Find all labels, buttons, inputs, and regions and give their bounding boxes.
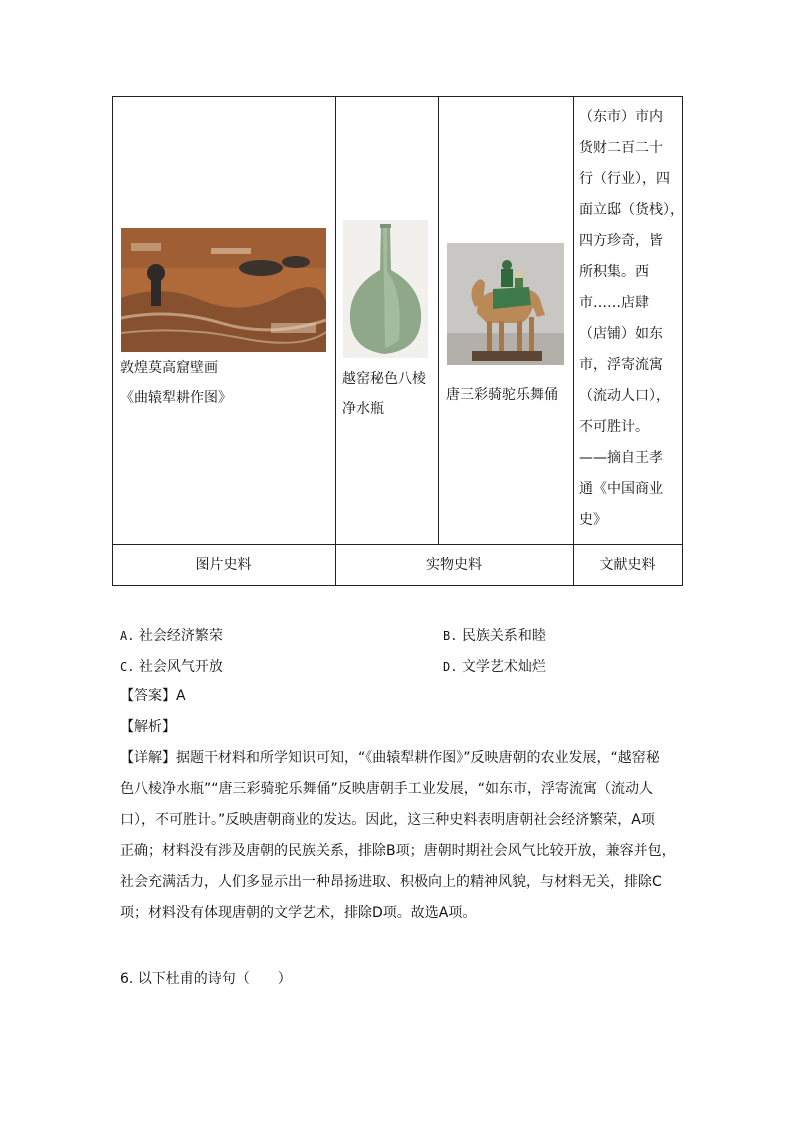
table-col-divider bbox=[335, 96, 336, 586]
option-c[interactable] bbox=[120, 656, 223, 676]
literature-line: 通《中国商业 bbox=[579, 481, 663, 497]
answer-label: 【答案】A bbox=[120, 688, 186, 704]
mural-caption-line2: 《曲辕犁耕作图》 bbox=[120, 390, 232, 406]
option-d[interactable] bbox=[443, 656, 546, 676]
option-text: 民族关系和睦 bbox=[461, 628, 546, 644]
literature-text bbox=[579, 102, 689, 536]
literature-line: 面立邸（货栈）， bbox=[579, 202, 684, 218]
literature-line: （店铺）如东 bbox=[579, 326, 663, 342]
answer-section bbox=[120, 681, 680, 929]
table-col-divider bbox=[438, 96, 439, 544]
option-key: A. bbox=[120, 629, 135, 643]
detail-line: 口），不可胜计。”反映唐朝商业的发达。因此，这三种史料表明唐朝社会经济繁荣，A项 bbox=[120, 812, 655, 828]
mural-image bbox=[121, 228, 326, 352]
literature-line: 市，浮寄流寓 bbox=[579, 357, 663, 373]
next-question: 6. 以下杜甫的诗句（ ） bbox=[120, 971, 292, 987]
literature-line: 四方珍奇，皆 bbox=[579, 233, 663, 249]
literature-line: ——摘自王孝 bbox=[579, 450, 663, 466]
analysis-label: 【解析】 bbox=[120, 719, 176, 735]
vase-caption-line1: 越窑秘色八棱 bbox=[342, 371, 426, 387]
vase-caption bbox=[342, 364, 434, 424]
mural-caption bbox=[120, 355, 330, 411]
literature-line: 不可胜计。 bbox=[579, 419, 649, 435]
literature-line: （东市）市内 bbox=[579, 109, 663, 125]
mural-caption-line1: 敦煌莫高窟壁画 bbox=[120, 360, 218, 376]
footer-object-source: 实物史料 bbox=[426, 557, 482, 573]
footer-picture-source: 图片史料 bbox=[195, 557, 252, 573]
detail-line: 正确；材料没有涉及唐朝的民族关系，排除B项；唐朝时期社会风气比较开放，兼容并包， bbox=[120, 843, 676, 859]
detail-line: 【详解】据题干材料和所学知识可知，“《曲辕犁耕作图》”反映唐朝的农业发展，“越窑秘 bbox=[120, 750, 660, 766]
vase-image bbox=[343, 220, 428, 358]
literature-line: 货财二百二十 bbox=[579, 140, 663, 156]
literature-line: 史》 bbox=[579, 512, 607, 528]
table-border-left bbox=[112, 96, 113, 586]
vase-caption-line2: 净水瓶 bbox=[342, 401, 384, 417]
literature-line: 所积集。西 bbox=[579, 264, 649, 280]
option-text: 文学艺术灿烂 bbox=[461, 659, 546, 675]
camel-figure-image bbox=[447, 243, 564, 365]
literature-line: （流动人口）， bbox=[579, 388, 670, 404]
option-text: 社会经济繁荣 bbox=[138, 628, 223, 644]
option-key: C. bbox=[120, 660, 135, 674]
option-b[interactable] bbox=[443, 625, 546, 645]
detail-line: 项；材料没有体现唐朝的文学艺术，排除D项。故选A项。 bbox=[120, 905, 477, 921]
table-col-divider bbox=[573, 96, 574, 586]
footer-document-source: 文献史料 bbox=[599, 557, 656, 573]
option-key: B. bbox=[443, 629, 458, 643]
literature-line: 市……店肆 bbox=[579, 295, 649, 311]
option-a[interactable] bbox=[120, 625, 223, 645]
option-key: D. bbox=[443, 660, 458, 674]
camel-caption-line1: 唐三彩骑驼乐舞俑 bbox=[446, 387, 558, 403]
option-text: 社会风气开放 bbox=[138, 659, 223, 675]
table-border-top bbox=[112, 96, 683, 97]
detail-line: 色八棱净水瓶”“唐三彩骑驼乐舞俑”反映唐朝手工业发展，“如东市，浮寄流寓（流动人 bbox=[120, 781, 654, 797]
detail-line: 社会充满活力，人们多显示出一种昂扬进取、积极向上的精神风貌，与材料无关，排除C bbox=[120, 874, 662, 890]
source-table bbox=[112, 96, 683, 586]
camel-caption bbox=[446, 382, 571, 408]
literature-line: 行（行业），四 bbox=[579, 171, 670, 187]
